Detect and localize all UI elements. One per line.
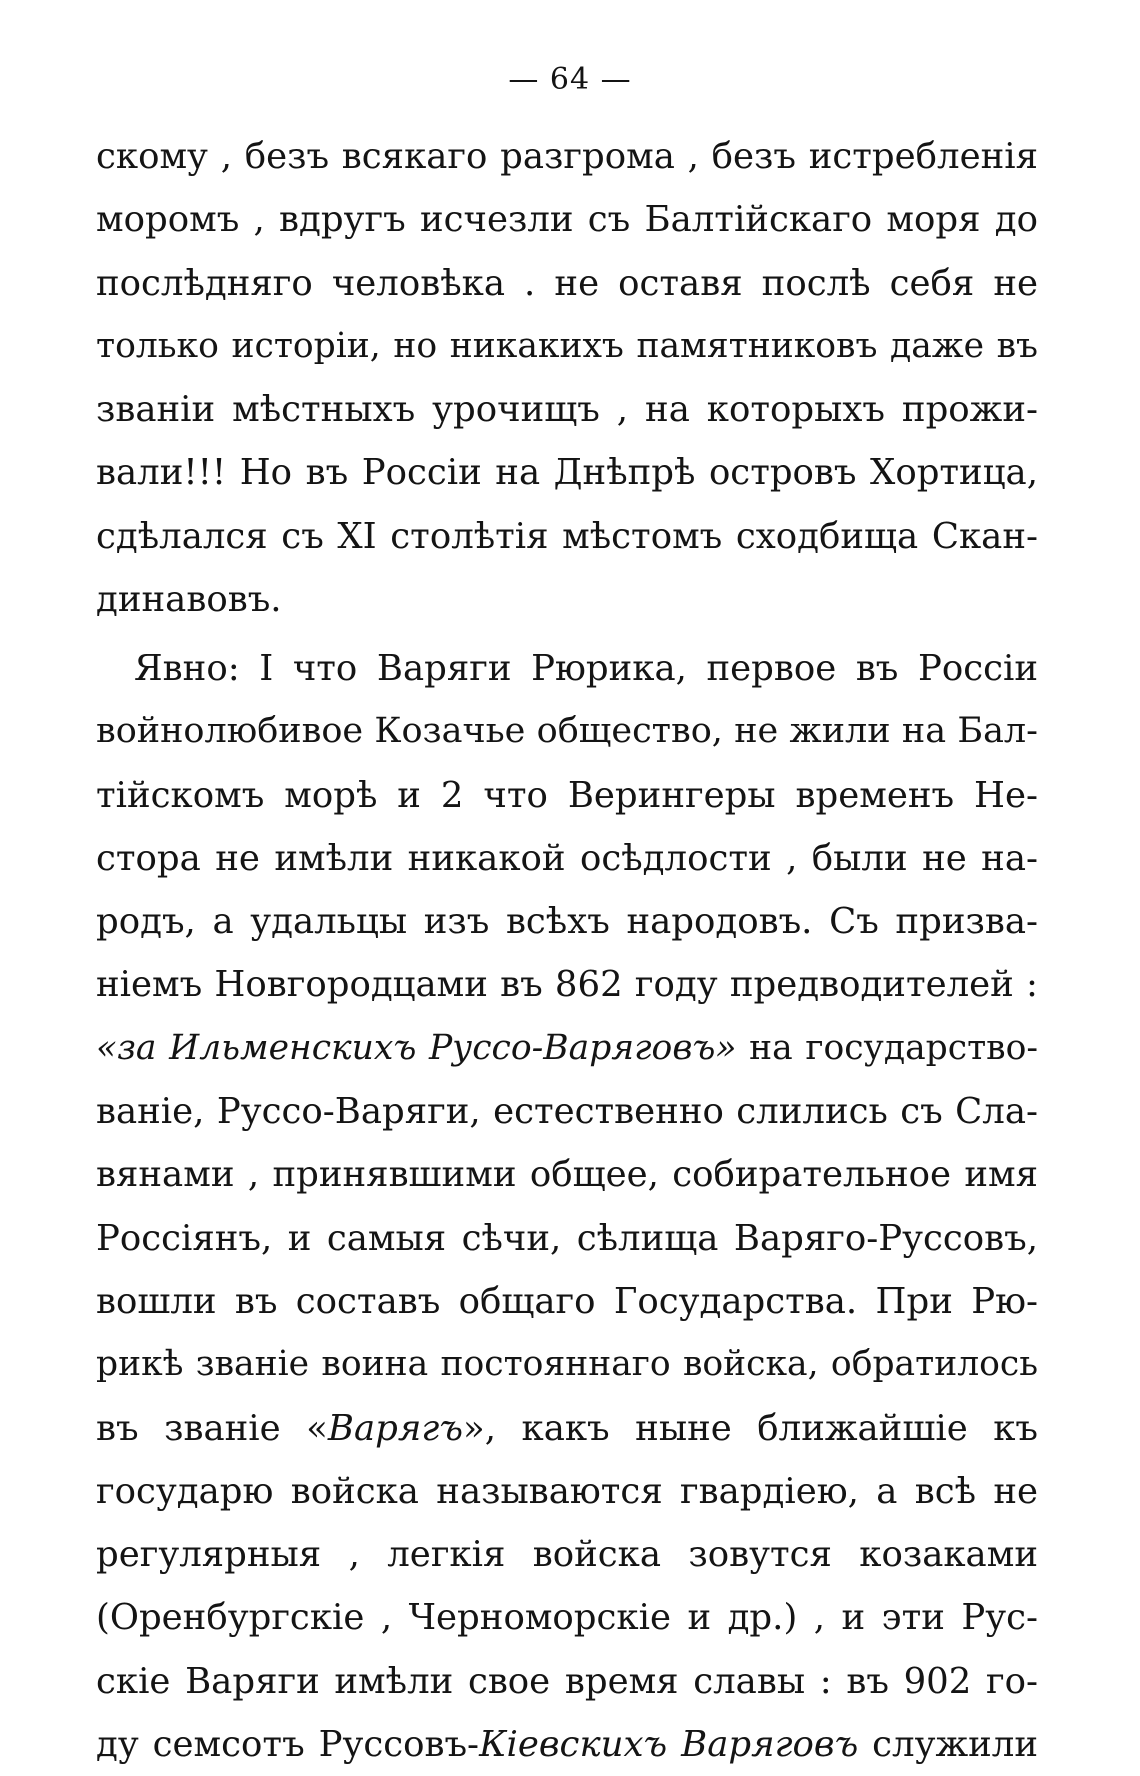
text-line: тійскомъ морѣ и 2 что Верингеры временъ Не- <box>96 774 1038 816</box>
text-line: родъ, а удальцы изъ всѣхъ народовъ. Съ призва- <box>96 901 1038 943</box>
text-fragment: », какъ ныне ближайшіе къ <box>462 1407 1039 1449</box>
text-fragment: въ званіе « <box>96 1407 328 1449</box>
text-line <box>96 1397 1038 1460</box>
text-line: ніемъ Новгородцами въ 862 году предводителей : <box>96 964 1038 1006</box>
text-line: ваніе, Руссо-Варяги, естественно слились съ Сла- <box>96 1091 1038 1133</box>
italic-phrase: «за Ильменскихъ Руссо-Варяговъ» <box>96 1027 737 1068</box>
text-line: вянами , принявшими общее, собирательное имя <box>96 1154 1038 1196</box>
paragraph-2 <box>96 637 1038 1776</box>
text-line: скіе Варяги имѣли свое время славы : въ 902 го- <box>96 1660 1038 1702</box>
text-line: вошли въ составъ общаго Государства. При Рю- <box>96 1280 1038 1322</box>
text-fragment: служили <box>858 1724 1039 1766</box>
italic-phrase: Варягъ <box>327 1407 463 1449</box>
text-line: вали!!! Но въ Россіи на Днѣпрѣ островъ Хортица, <box>96 452 1038 494</box>
text-line: регулярныя , легкія войска зовутся козаками <box>96 1534 1038 1576</box>
text-line: войнолюбивое Козачье общество, не жили на Бал- <box>96 711 1038 752</box>
text-line: скому , безъ всякаго разгрома , безъ истребленія <box>96 136 1038 177</box>
paragraph-1 <box>96 125 1038 631</box>
text-line: (Оренбургскіе , Черноморскіе и др.) , и эти Рус- <box>96 1597 1038 1639</box>
text-line <box>96 1017 1038 1080</box>
text-line: только исторіи, но никакихъ памятниковъ даже въ <box>96 325 1038 366</box>
page-number: — 64 — <box>508 62 632 97</box>
text-line: стора не имѣли никакой осѣдлости , были не на- <box>96 837 1038 879</box>
italic-phrase: Кіевскихъ Варяговъ <box>479 1724 859 1766</box>
text-line: сдѣлался съ XI столѣтія мѣстомъ сходбища Скан- <box>96 515 1038 557</box>
text-fragment: ду семсотъ Руссовъ- <box>96 1724 480 1766</box>
text-line: Россіянъ, и самыя сѣчи, сѣлища Варяго-Руссовъ, <box>96 1217 1038 1259</box>
text-line: рикѣ званіе воина постояннаго войска, обратилось <box>96 1344 1038 1385</box>
text-line <box>96 1713 1038 1776</box>
text-fragment: на государство- <box>736 1027 1039 1068</box>
text-line: званіи мѣстныхъ урочищъ , на которыхъ прожи- <box>96 389 1038 431</box>
text-line: моромъ , вдругъ исчезли съ Балтійскаго моря до <box>96 199 1038 241</box>
text-line: послѣдняго человѣка . не оставя послѣ себя не <box>96 262 1038 304</box>
text-line: Явно: I что Варяги Рюрика, первое въ Россіи <box>134 648 1038 689</box>
text-line: государю войска называются гвардіею, а всѣ не <box>96 1470 1038 1512</box>
text-line: динавовъ. <box>96 579 282 621</box>
